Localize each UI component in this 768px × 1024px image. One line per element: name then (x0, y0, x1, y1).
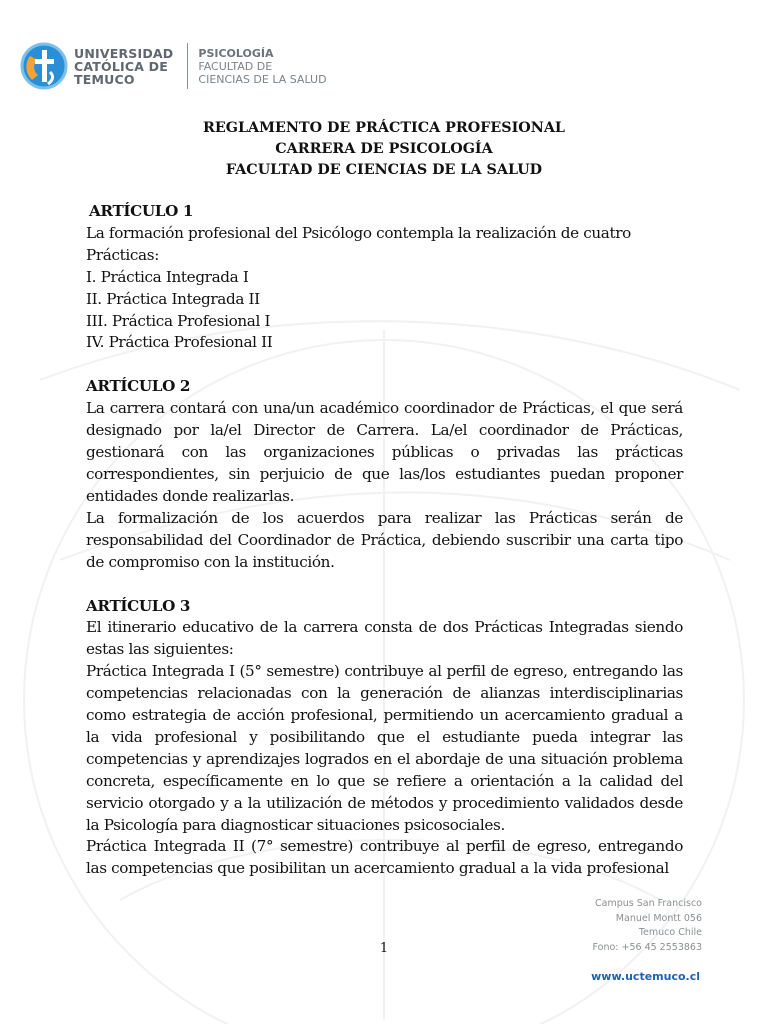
faculty-name-line: FACULTAD DE (198, 59, 273, 73)
article-heading: ARTÍCULO 3 (86, 596, 191, 615)
university-name (74, 47, 173, 86)
university-name-line: TEMUCO (74, 71, 135, 87)
title-line: CARRERA DE PSICOLOGÍA (275, 141, 493, 157)
article-paragraph: La formación profesional del Psicólogo contempla la realización de cuatro Prácticas: (86, 223, 631, 264)
list-item: II. Práctica Integrada II (86, 289, 260, 308)
address-line: Fono: +56 45 2553863 (592, 941, 702, 953)
faculty-name (198, 47, 326, 86)
university-name-line: UNIVERSIDAD (74, 45, 174, 61)
title-line: REGLAMENTO DE PRÁCTICA PROFESIONAL (203, 120, 565, 136)
article-paragraph: Práctica Integrada II (7° semestre) contribuye al perfil de egreso, entregando las competencias que posibilitan un acercamiento gradual a la vida profesional (86, 837, 683, 878)
university-name-line: CATÓLICA DE (74, 58, 168, 74)
address-line: Temuco Chile (638, 927, 702, 938)
document-body (86, 201, 683, 880)
article-paragraph: El itinerario educativo de la carrera consta de dos Prácticas Integradas siendo estas las siguientes: (86, 618, 683, 659)
document-title (0, 118, 768, 181)
title-line: FACULTAD DE CIENCIAS DE LA SALUD (225, 162, 543, 178)
article-paragraph: La formalización de los acuerdos para realizar las Prácticas serán de responsabilidad del Coordinador de Práctica, debiendo suscribir una carta tipo de compromiso con la institución. (86, 508, 683, 571)
faculty-name-line: PSICOLOGÍA (198, 46, 274, 60)
list-item: IV. Práctica Profesional II (86, 333, 273, 352)
article-paragraph: La carrera contará con una/un académico coordinador de Prácticas, el que será designado por la/el Director de Carrera. La/el coordinador de Prácticas, gestionará con las organizaciones públicas o privadas las prácticas correspondientes, sin perjuicio de que las/los estudiantes puedan proponer entidades donde realizarlas. (86, 399, 683, 505)
list-item: III. Práctica Profesional I (86, 311, 271, 330)
website-link[interactable]: www.uctemuco.cl (591, 970, 700, 983)
list-item: I. Práctica Integrada I (86, 267, 249, 286)
campus-address (593, 897, 702, 955)
address-line: Campus San Francisco (595, 898, 702, 909)
article-paragraph: Práctica Integrada I (5° semestre) contribuye al perfil de egreso, entregando las competencias relacionadas con la generación de alianzas interdisciplinarias como estrategia de acción profesional, permitiendo un acercamiento gradual a la vida profesional y posibilitando que el estudiante pueda integrar las competencias y aprendizajes logrados en el abordaje de una situación problema concreta, específicamente en lo que se refiere a orientación a la calidad del servicio otorgado y a la utilización de métodos y procedimiento validados desde la Psicología para diagnosticar situaciones psicosociales. (86, 662, 683, 834)
university-logo-icon (20, 42, 68, 90)
article-heading: ARTÍCULO 2 (86, 377, 191, 396)
page-number: 1 (379, 941, 389, 956)
address-line: Manuel Montt 056 (615, 912, 702, 924)
institution-header (20, 38, 327, 94)
article-heading: ARTÍCULO 1 (89, 202, 194, 220)
header-divider (187, 43, 188, 89)
faculty-name-line: CIENCIAS DE LA SALUD (198, 72, 327, 86)
